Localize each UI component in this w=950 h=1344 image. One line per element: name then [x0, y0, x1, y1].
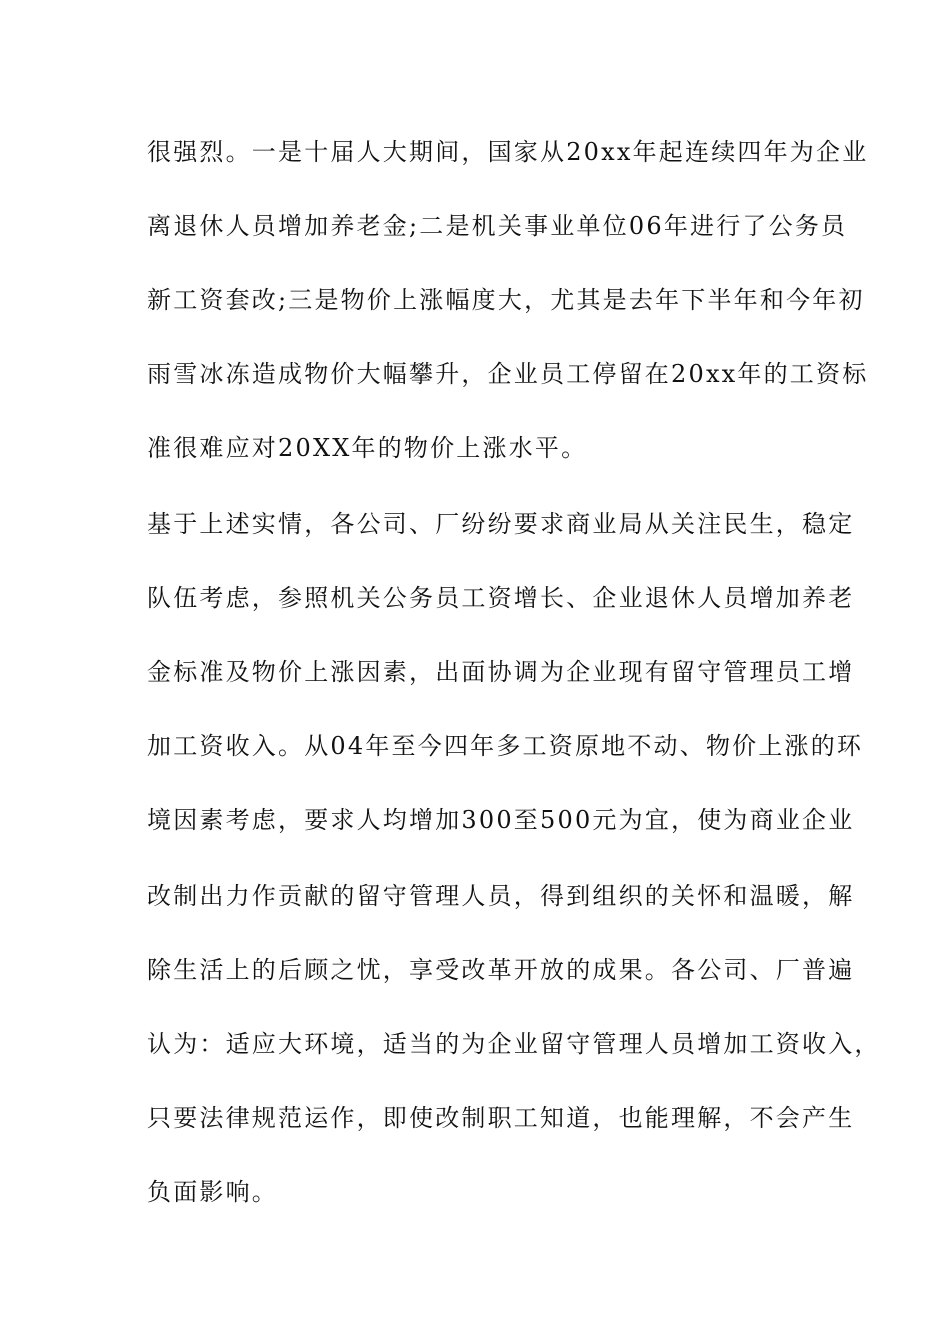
text-line: 很强烈。一是十届人大期间，国家从20xx年起连续四年为企业: [147, 138, 869, 166]
text-line: 雨雪冰冻造成物价大幅攀升，企业员工停留在20xx年的工资标: [147, 360, 869, 388]
text-line: 负面影响。: [147, 1178, 278, 1206]
text-line: 除生活上的后顾之忧，享受改革开放的成果。各公司、厂普遍: [147, 956, 855, 984]
text-line: 加工资收入。从04年至今四年多工资原地不动、物价上涨的环: [147, 732, 864, 760]
text-line: 离退休人员增加养老金;二是机关事业单位06年进行了公务员: [147, 212, 848, 240]
text-line: 只要法律规范运作，即使改制职工知道，也能理解，不会产生: [147, 1104, 855, 1132]
text-line: 境因素考虑，要求人均增加300至500元为宜，使为商业企业: [147, 806, 855, 834]
text-line: 新工资套改;三是物价上涨幅度大，尤其是去年下半年和今年初: [147, 286, 865, 314]
text-line: 基于上述实情，各公司、厂纷纷要求商业局从关注民生，稳定: [147, 510, 855, 538]
text-line: 队伍考虑，参照机关公务员工资增长、企业退休人员增加养老: [147, 584, 855, 612]
text-line: 改制出力作贡献的留守管理人员，得到组织的关怀和温暖，解: [147, 882, 855, 910]
text-line: 准很难应对20XX年的物价上涨水平。: [147, 434, 588, 462]
text-line: 认为：适应大环境，适当的为企业留守管理人员增加工资收入，: [147, 1030, 881, 1058]
text-line: 金标准及物价上涨因素，出面协调为企业现有留守管理员工增: [147, 658, 855, 686]
